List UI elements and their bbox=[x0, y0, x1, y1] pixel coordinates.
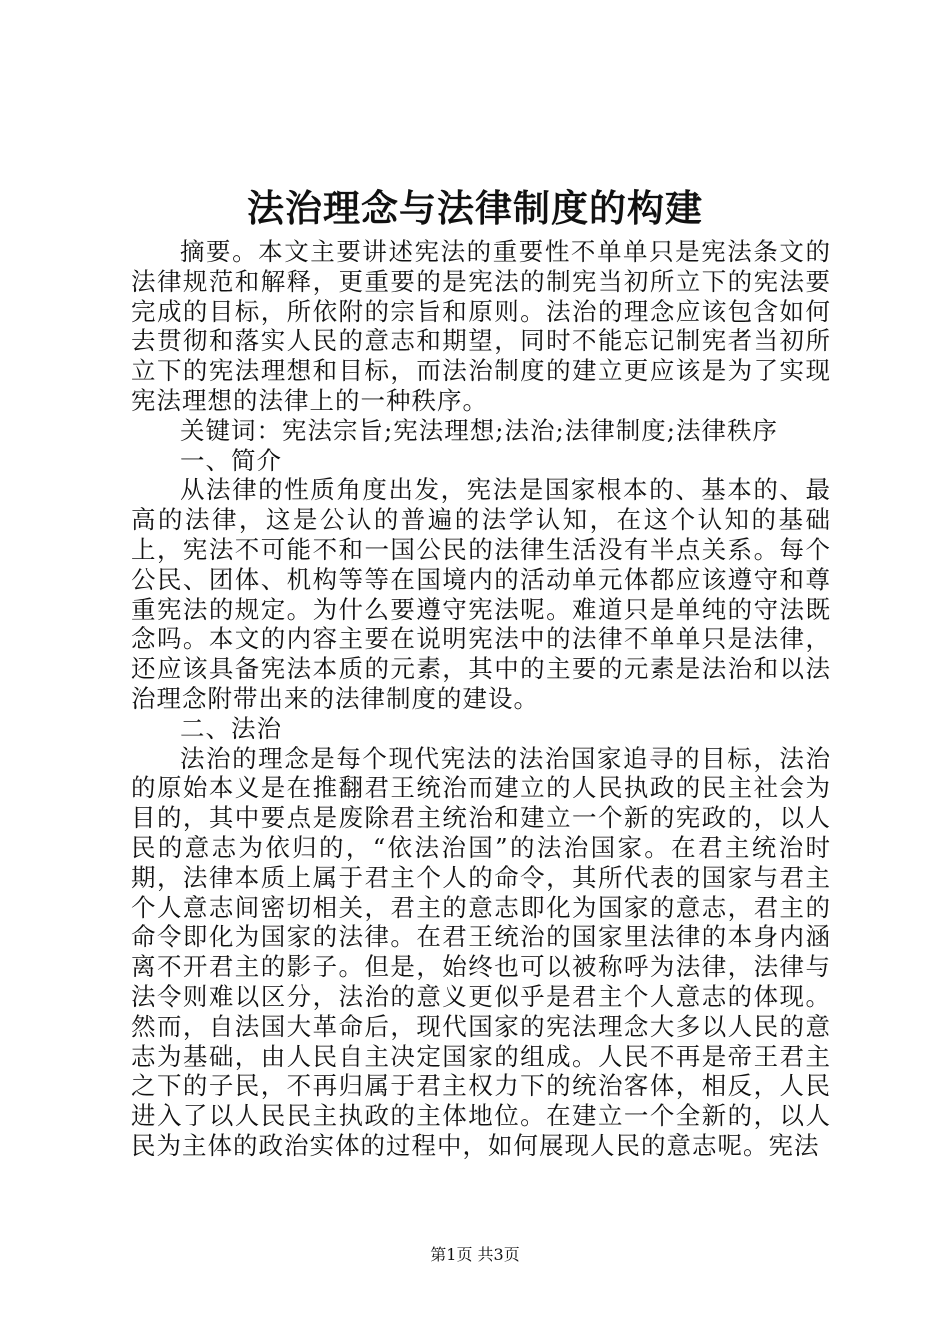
section-heading-rule-of-law: 二、法治 bbox=[180, 713, 282, 743]
page-footer: 第1页 共3页 bbox=[430, 1245, 520, 1264]
keywords-paragraph: 关键词：宪法宗旨;宪法理想;法治;法律制度;法律秩序 bbox=[180, 415, 779, 445]
introduction-paragraph: 从法律的性质角度出发，宪法是国家根本的、基本的、最高的法律，这是公认的普遍的法学认知，在这个认知的基础上，宪法不可能不和一国公民的法律生活没有半点关系。每个公民、团体、机构等等在国境内的活动单元体都应该遵守和尊重宪法的规定。为什么要遵守宪法呢。难道只是单纯的守法既念吗。本文的内容主要在说明宪法中的法律不单单只是法律，还应该具备宪法本质的元素，其中的主要的元素是法治和以法治理念附带出来的法律制度的建设。 bbox=[131, 475, 831, 713]
rule-of-law-paragraph: 法治的理念是每个现代宪法的法治国家追寻的目标，法治的原始本义是在推翻君王统治而建立的人民执政的民主社会为目的，其中要点是废除君主统治和建立一个新的宪政的，以人民的意志为依归的，“依法治国”的法治国家。在君主统治时期，法律本质上属于君主个人的命令，其所代表的国家与君主个人意志间密切相关，君主的意志即化为国家的意志，君主的命令即化为国家的法律。在君王统治的国家里法律的本身内涵离不开君主的影子。但是，始终也可以被称呼为法律，法律与法令则难以区分，法治的意义更似乎是君主个人意志的体现。然而，自法国大革命后，现代国家的宪法理念大多以人民的意志为基础，由人民自主决定国家的组成。人民不再是帝王君主之下的子民，不再归属于君主权力下的统治客体，相反，人民进入了以人民民主执政的主体地位。在建立一个全新的，以人民为主体的政治实体的过程中，如何展现人民的意志呢。宪法 bbox=[131, 743, 831, 1160]
document-body bbox=[131, 237, 831, 1161]
section-heading-introduction: 一、简介 bbox=[180, 445, 282, 475]
document-title: 法治理念与法律制度的构建 bbox=[247, 186, 703, 230]
abstract-paragraph: 摘要。本文主要讲述宪法的重要性不单单只是宪法条文的法律规范和解释，更重要的是宪法的制宪当初所立下的宪法要完成的目标，所依附的宗旨和原则。法治的理念应该包含如何去贯彻和落实人民的意志和期望，同时不能忘记制宪者当初所立下的宪法理想和目标，而法治制度的建立更应该是为了实现宪法理想的法律上的一种秩序。 bbox=[131, 237, 831, 415]
